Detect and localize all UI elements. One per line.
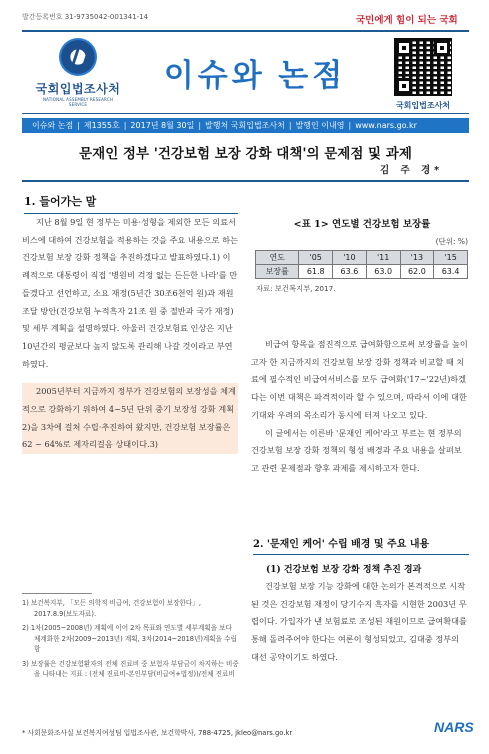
- info-website-link[interactable]: www.nars.go.kr: [355, 121, 417, 130]
- right-paragraph2: 이 글에서는 이른바 '문재인 케어'라고 부르는 현 정부의 건강보험 보장 강화 정책의 형성 배경과 주요 내용을 살펴보고 관련 문제점과 향후 과제를 제시하고자 한다.: [251, 427, 462, 473]
- section1-heading: 1. 들어가는 말: [24, 193, 238, 214]
- section1-paragraph1: 지난 8월 9일 현 정부는 미용·성형을 제외한 모든 의료서비스에 대하여 건강보험을 적용하는 것을 주요 내용으로 하는 건강보험 보장 강화 정책을 추진하겠다고 발표하였다.1) 이례적으로 대통령이 직접 '병원비 걱정 없는 든든한 나라'를 만들겠다고 선언하고, 소요 재정(5년간 30조6천억 원)과 재원 조달 방안(건강보험 누적흑자 21조 원 중 절반과 국가 재정) 및 세부 계획을 설명하였다. 아울러 건강보험료 인상은 지난 10년간의 평균보다 높지 않도록 관리해 나갈 것이라고 부연하였다.: [22, 217, 238, 369]
- info-date: 2017년 8월 30일: [130, 121, 195, 130]
- author: 김 주 경*: [380, 165, 444, 176]
- nars-brand-logo: NARS: [434, 719, 474, 735]
- table-row: [256, 265, 468, 279]
- right-paragraph1: 비급여 항목을 점진적으로 급여화함으로써 보장률을 높이고자 한 지금까지의 건강보험 보장 강화 정책과 비교할 때 치료에 필수적인 비급여서비스를 모두 급여화('17~'22년)하겠다는 이번 대책은 파격적이라 할 수 있으며, 따라서 이에 대한 기대와 우려의 목소리가 동시에 터져 나오고 있다.: [251, 339, 468, 420]
- section2-heading: 2. '문재인 케어' 수립 배경 및 주요 내용: [253, 535, 469, 555]
- table-cell: 63.0: [366, 265, 400, 279]
- footnote: 2) 1차(2005~2008년) 계획에 이어 2차 목표와 연도별 세부계획을 보다 체계화한 2차(2009~2013년) 계획, 3차(2014~2018년)계획을 수립함: [22, 624, 237, 653]
- table-year: '13: [400, 251, 434, 265]
- right-column: [251, 336, 469, 478]
- table-header-label: 연도: [256, 251, 299, 265]
- footnote: 3) 보장률은 건강보험환자의 전체 진료비 중 보험자 부담금이 차지하는 비중을 나타내는 지표 : (전체 진료비-본인부담(비급여+법정))/전체 진료비: [22, 659, 239, 678]
- qr-block: [384, 38, 462, 111]
- info-series: 이슈와 논점: [32, 121, 74, 130]
- section2-subheading: (1) 건강보험 보장 강화 정책 추진 경과: [266, 565, 422, 575]
- table-row-label: 보장률: [256, 265, 299, 279]
- info-publisher: 발행처 국회입법조사처: [205, 121, 285, 130]
- logo-subtitle: NATIONAL ASSEMBLY RESEARCH SERVICE: [42, 97, 114, 107]
- title-divider: [22, 180, 469, 182]
- nars-emblem-icon: [59, 38, 97, 76]
- table-year: '05: [299, 251, 333, 265]
- section1-paragraph2: 2005년부터 지금까지 정부가 건강보험의 보장성을 체계적으로 강화하기 위하여 4~5년 단위 중기 보장성 강화 계획2)을 3차에 걸쳐 수립·추진하여 왔지만, 건강보험 보장률은 62 ~ 64%로 제자리걸음 상태이다.3): [22, 383, 238, 454]
- table-year: '15: [434, 251, 468, 265]
- table-cell: 62.0: [400, 265, 434, 279]
- document-title: 문재인 정부 '건강보험 보장 강화 대책'의 문제점 및 과제: [79, 146, 412, 162]
- info-issuer: 발행인 이내영: [295, 121, 345, 130]
- footnote: 1) 보건복지부, 「모든 의학적 비급여, 건강보험이 보장한다」, 2017.8.9(보도자료).: [22, 599, 201, 618]
- masthead: [22, 30, 469, 114]
- table-cell: 63.6: [333, 265, 367, 279]
- qr-label: 국회입법조사처: [395, 101, 451, 110]
- nars-logo: [34, 38, 122, 112]
- table-cell: 63.4: [434, 265, 468, 279]
- table-source: 자료: 보건복지부, 2017.: [256, 284, 336, 293]
- section2-paragraph1: 건강보험 보장 기능 강화에 대한 논의가 본격적으로 시작된 것은 건강보험 재정이 당기수지 흑자를 시현한 2003년 무렵이다. 가입자가 낸 보험료로 조성된 재원이므로 급여확대를 통해 돌려주어야 한다는 여론이 형성되었고, 김대중 정부의 대선 공약이기도 하였다.: [251, 581, 467, 662]
- info-issue: 제1355호: [83, 121, 120, 130]
- table-year: '10: [333, 251, 367, 265]
- author-footer: * 사회문화조사실 보건복지여성팀 입법조사관, 보건학박사, 788-4725, jkleo@nars.go.kr: [22, 729, 293, 737]
- table-unit: (단위: %): [435, 237, 468, 246]
- footnote-divider: [22, 593, 92, 594]
- qr-code-icon[interactable]: [394, 38, 452, 96]
- left-column: [22, 214, 238, 454]
- publication-title: 이슈와 논점: [163, 58, 347, 93]
- slogan: 국민에게 힘이 되는 국회: [356, 15, 458, 26]
- info-bar: 이슈와 논점 | 제1355호 | 2017년 8월 30일 | 발행처 국회입법조사처 | 발행인 이내영 | www.nars.go.kr: [22, 118, 469, 133]
- logo-name: 국회입법조사처: [35, 82, 121, 96]
- table-year: '11: [366, 251, 400, 265]
- table-header-row: [256, 251, 468, 265]
- table-caption: <표 1> 연도별 건강보험 보장률: [293, 219, 431, 230]
- table-cell: 61.8: [299, 265, 333, 279]
- footnotes: [22, 598, 240, 684]
- section2-body: [251, 578, 469, 667]
- coverage-rate-table: [255, 250, 468, 279]
- registration-number: 발간등록번호 31-9735042-001341-14: [22, 13, 149, 21]
